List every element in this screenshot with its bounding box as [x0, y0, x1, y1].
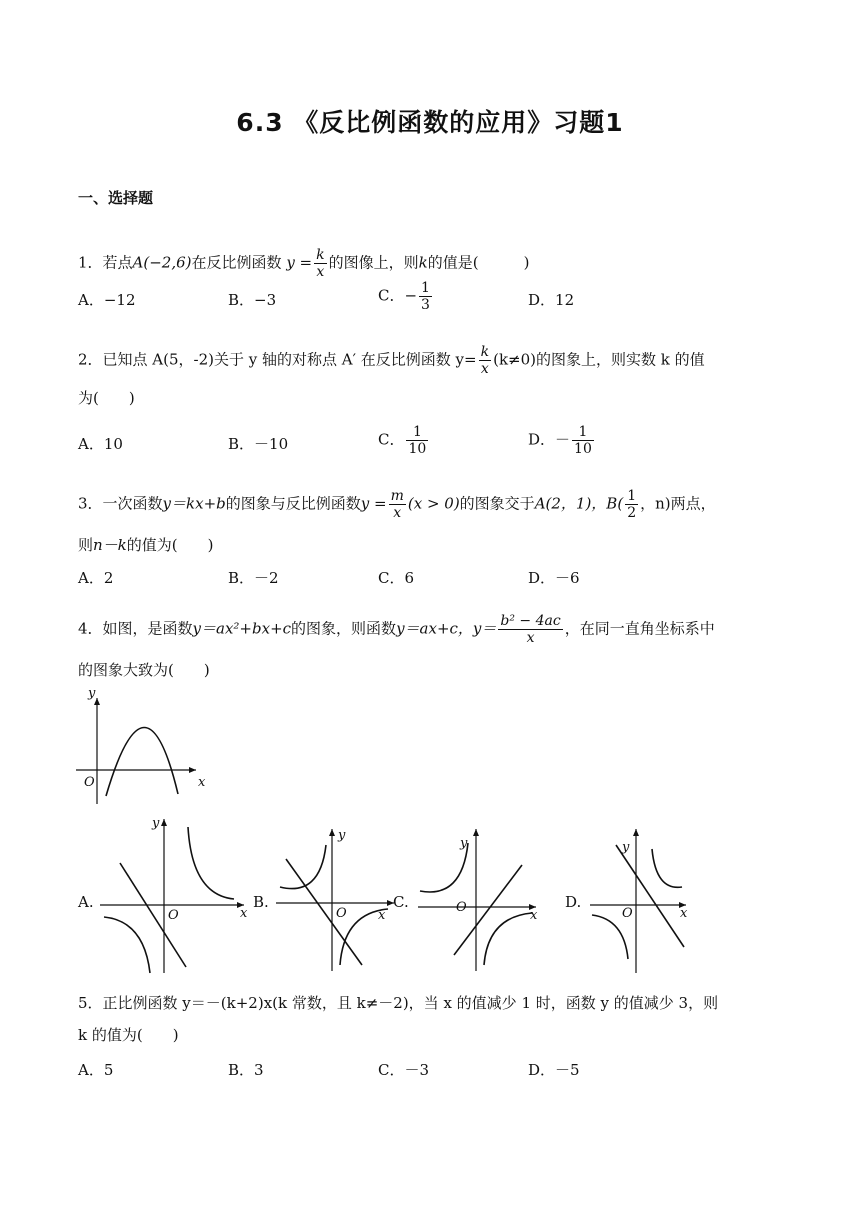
question-2-line-2: 为( ) [78, 389, 135, 407]
axis-x-label: x [198, 775, 206, 790]
svg-text:y: y [338, 828, 346, 843]
question-4: 4．如图，是函数y＝ax²+bx+c的图象，则函数y＝ax+c，y＝ $\frac{\text{b² − 4ac}}{x}$ ，在同一直角坐标系中 [78, 613, 715, 646]
fraction-k-over-x: $\frac{k}{x}$ [316, 247, 325, 280]
svg-text:y: y [152, 816, 160, 831]
svg-text:O: O [336, 906, 347, 921]
q4-option-d-graph [586, 825, 716, 975]
q4-option-a-label: A. [78, 893, 94, 911]
axis-y-label: y [88, 686, 96, 701]
q4-option-b-label: B. [253, 893, 269, 911]
parabola-figure [72, 686, 212, 810]
q4-option-c-graph [414, 825, 554, 975]
question-3: 3．一次函数y＝kx+b的图象与反比例函数y = $\frac{m}{x}$ (x > 0)的图象交于A(2，1)，B( $\frac{1}{2}$ ，n)两点， [78, 488, 716, 521]
q5-option-d: D．－5 [528, 1061, 580, 1079]
page-title: 6.3 《反比例函数的应用》习题1 [236, 108, 624, 137]
question-1: 1．若点A(−2,6)在反比例函数 y = $\frac{k}{x}$ 的图像上，则k的值是( ) [78, 247, 530, 280]
origin-label: O [84, 775, 95, 790]
q2-option-b: B．－10 [228, 435, 289, 453]
q5-option-c: C．－3 [378, 1061, 430, 1079]
section-heading: 一、选择题 [78, 189, 154, 207]
svg-text:x: x [378, 908, 386, 923]
q1-option-b: B．−3 [228, 291, 277, 309]
question-3-line-2: 则n－k的值为( ) [78, 536, 214, 554]
q1-option-d: D．12 [528, 291, 575, 309]
q4-option-d-label: D. [565, 893, 582, 911]
q1-option-a: A．−12 [78, 291, 136, 309]
svg-text:O: O [456, 900, 467, 915]
q2-option-a: A．10 [78, 435, 123, 453]
question-5-line-2: k 的值为( ) [78, 1026, 179, 1044]
q4-option-c-label: C. [393, 893, 409, 911]
q2-option-c: C． $\frac{1}{10}$ [378, 424, 427, 457]
q3-option-a: A．2 [78, 569, 114, 587]
q3-option-d: D．－6 [528, 569, 580, 587]
q3-option-c: C．6 [378, 569, 415, 587]
q4-option-a-graph [96, 815, 256, 975]
question-5: 5．正比例函数 y＝－(k+2)x(k 常数，且 k≠－2)，当 x 的值减少 1 时，函数 y 的值减少 3，则 [78, 994, 719, 1012]
question-4-line-2: 的图象大致为( ) [78, 661, 210, 679]
svg-text:x: x [530, 908, 538, 923]
svg-text:O: O [168, 908, 179, 923]
question-2: 2．已知点 A(5，-2)关于 y 轴的对称点 A′ 在反比例函数 y= $\frac{k}{x}$ (k≠0)的图象上，则实数 k 的值 [78, 344, 705, 377]
q4-option-b-graph [272, 825, 402, 975]
q5-option-b: B．3 [228, 1061, 264, 1079]
svg-text:y: y [460, 836, 468, 851]
q5-option-a: A．5 [78, 1061, 114, 1079]
q1-option-c: C．− $\frac{1}{3}$ [378, 280, 430, 313]
svg-text:x: x [680, 906, 688, 921]
q3-option-b: B．－2 [228, 569, 279, 587]
svg-text:y: y [622, 840, 630, 855]
svg-text:x: x [240, 906, 248, 921]
q2-option-d: D．－ $\frac{1}{10}$ [528, 424, 592, 457]
svg-text:O: O [622, 906, 633, 921]
